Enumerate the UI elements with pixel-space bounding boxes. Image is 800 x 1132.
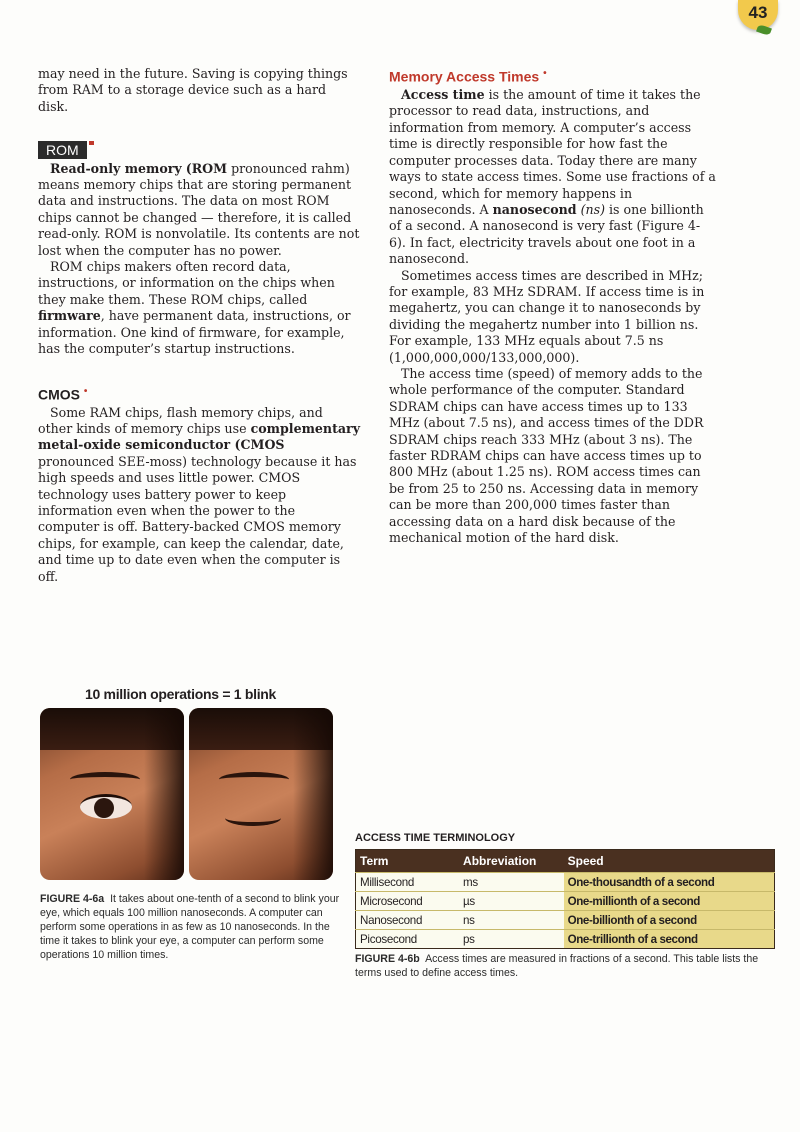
table-cell: One-billionth of a second [564,911,775,930]
figure-a-caption: FIGURE 4-6a It takes about one-tenth of a second to blink your eye, which equals 100 million nanoseconds. A computer can perform some operations in as few as 10 nanoseconds. In the time it takes to blink your eye, a computer can perform some operations 10 million times. [40,893,340,961]
rom-paragraph-1: Read-only memory (ROM pronounced rahm) means memory chips that are storing permanent data and instructions. The data on most ROM chips cannot be changed — therefore, it is called read-only. ROM is nonvolatile. Its contents are not lost when the computer has no power. [38,160,360,258]
memory-access-heading: Memory Access Times • [389,68,547,85]
table-cell: One-trillionth of a second [564,930,775,949]
table-cell: One-thousandth of a second [564,873,775,892]
table-cell: ns [459,911,564,930]
intro-paragraph: may need in the future. Saving is copying things from RAM to a storage device such as a hard disk. [38,66,348,114]
rom-heading: ROM [38,141,360,160]
access-paragraph-1: Access time is the amount of time it takes the processor to read data, instructions, and information from memory. A computer’s access time is directly responsible for how fast the computer processes data. Today there are many ways to state access times. Some use fractions of a second, which for memory happens in nanoseconds. A nanosecond (ns) is one billionth of a second. A nanosecond is very fast (Figure 4-6). In fact, electricity travels about one foot in a nanosecond. [389,87,716,267]
table-cell: Nanosecond [356,911,460,930]
table-cell: Microsecond [356,892,460,911]
left-column [38,66,360,585]
access-paragraph-2: Sometimes access times are described in MHz; for example, 83 MHz SDRAM. If access time is in megahertz, you can change it to nanoseconds by dividing the megahertz number into 1 billion ns. For example, 133 MHz equals about 7.5 ns (1,000,000,000/133,000,000). [389,267,705,365]
table-cell: Picosecond [356,930,460,949]
table-cell: Millisecond [356,873,460,892]
cmos-paragraph: Some RAM chips, flash memory chips, and other kinds of memory chips use complementary metal-oxide semiconductor (CMOS pronounced SEE-moss) technology because it has high speeds and uses little power. CMOS technology uses battery power to keep information even when the power to the computer is off. Battery-backed CMOS memory chips, for example, can keep the calendar, date, and time up to date even when the computer is off. [38,404,361,584]
access-time-table [355,849,775,949]
column-header: Speed [564,850,775,873]
table-row [356,911,775,930]
table-cell: One-millionth of a second [564,892,775,911]
heading-marker [89,141,94,145]
table-row [356,873,775,892]
right-column [389,66,717,546]
figure-a-title: 10 million operations = 1 blink [85,686,277,702]
open-eye-photo [40,708,184,880]
cmos-heading: CMOS • [38,385,88,403]
table-cell: ps [459,930,564,949]
table-row [356,930,775,949]
column-header: Abbreviation [459,850,564,873]
table-cell: µs [459,892,564,911]
table-title: ACCESS TIME TERMINOLOGY [355,832,516,844]
access-paragraph-3: The access time (speed) of memory adds to the whole performance of the computer. Standard SDRAM chips can have access times up to 133 MHz (about 7.5 ns), and access times of the DDR SDRAM chips reach 333 MHz (about 3 ns). The faster RDRAM chips can have access times up to 800 MHz (about 1.25 ns). ROM access times can be from 25 to 250 ns. Accessing data in memory can be more than 200,000 times faster than accessing data on a hard disk because of the mechanical motion of the hard disk. [389,365,704,546]
page-number: 43 [738,0,778,30]
column-header: Term [356,850,460,873]
rom-paragraph-2: ROM chips makers often record data, instructions, or information on the chips when they make them. These ROM chips, called firmware, have permanent data, instructions, or information. One kind of firmware, for example, has the computer’s startup instructions. [38,259,351,357]
figure-b-caption: FIGURE 4-6b Access times are measured in fractions of a second. This table lists the terms used to define access times. [355,953,759,979]
table-header-row [356,850,775,873]
table-row [356,892,775,911]
blinking-eye-photo [189,708,333,880]
table-cell: ms [459,873,564,892]
